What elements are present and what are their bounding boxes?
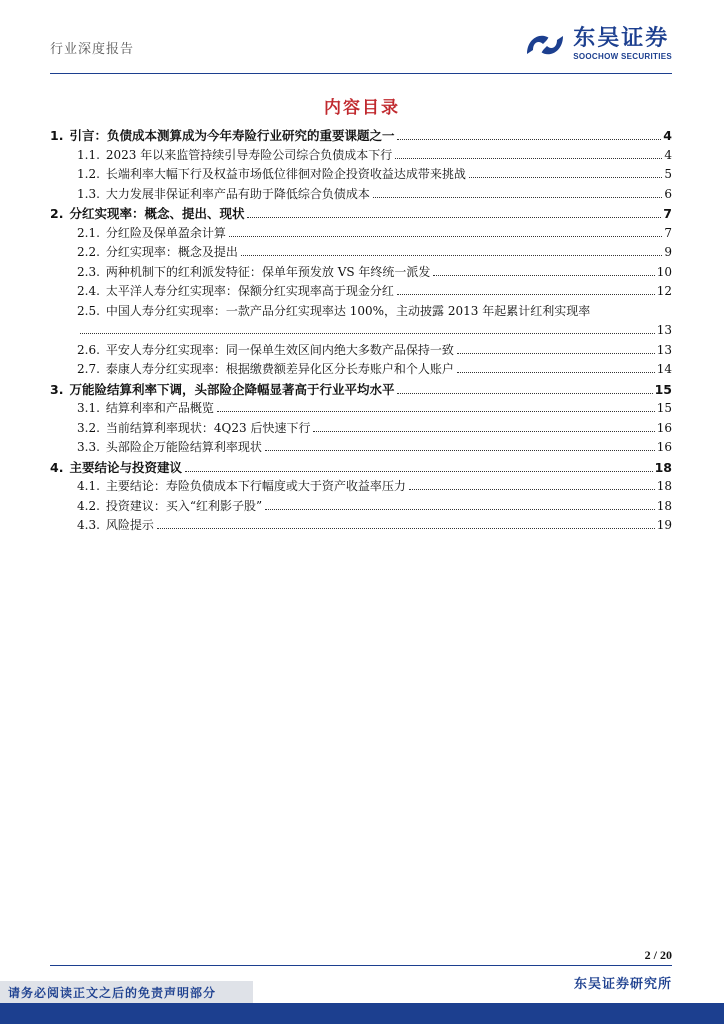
toc-entry-page: 10: [656, 264, 672, 279]
toc-entry-page: 7: [664, 225, 672, 240]
toc-entry-label: 投资建议：买入“红利影子股”: [105, 498, 263, 513]
toc-entry-number: 4.2.: [77, 498, 100, 513]
toc-entry-label: 当前结算利率现状：4Q23 后快速下行: [105, 420, 311, 435]
toc-entry-1-3[interactable]: [50, 185, 672, 205]
toc-entry-number: 4.1.: [77, 479, 100, 493]
toc-entry-page: 4: [664, 147, 672, 162]
dot-leader: [397, 294, 655, 295]
dot-leader: [80, 333, 655, 334]
toc-entry-label: 泰康人寿分红实现率：根据缴费额差异化区分长寿账户和个人账户: [105, 362, 454, 376]
toc-entry-number: 2.7.: [77, 362, 100, 376]
dot-leader: [373, 197, 662, 198]
toc-entry-4-3[interactable]: [50, 516, 672, 536]
toc-entry-label: 风险提示: [105, 518, 154, 532]
toc-entry-4-1[interactable]: [50, 477, 672, 497]
dot-leader: [157, 528, 655, 529]
toc-entry-number: 2.6.: [77, 342, 100, 357]
toc-entry-label: 主要结论与投资建议: [69, 459, 182, 475]
toc-entry-page: 6: [664, 186, 672, 201]
toc-entry-number: 3.2.: [77, 420, 100, 435]
toc-entry-number: 2.: [50, 206, 64, 221]
logo-chinese-name: 东吴证券: [573, 26, 670, 51]
toc-entry-page: 5: [664, 167, 672, 181]
toc-entry-2-6[interactable]: [50, 341, 672, 361]
toc-entry-number: 1.1.: [77, 147, 100, 162]
dot-leader: [229, 236, 662, 237]
soochow-logo-icon: [523, 28, 567, 62]
toc-entry-label: 2023 年以来监管持续引导寿险公司综合负债成本下行: [105, 147, 393, 162]
toc-entry-2-1[interactable]: [50, 224, 672, 244]
toc-entry-page: 7: [663, 206, 672, 221]
toc-entry-number: 3.1.: [77, 401, 100, 415]
toc-title: 内容目录: [324, 98, 400, 118]
toc-entry-page: 12: [656, 284, 672, 298]
dot-leader: [395, 158, 662, 159]
dot-leader: [409, 489, 655, 490]
toc-entry-2-2[interactable]: [50, 243, 672, 263]
toc-entry-number: 2.1.: [77, 225, 100, 240]
toc-entry-label: 两种机制下的红利派发特征：保单年预发放 VS 年终统一派发: [105, 264, 431, 279]
toc-entry-label: 分红实现率：概念及提出: [105, 245, 238, 259]
dot-leader: [457, 353, 655, 354]
toc-entry-4-2[interactable]: [50, 497, 672, 517]
dot-leader: [469, 177, 662, 178]
toc-entry-3[interactable]: [50, 380, 672, 400]
toc-entry-label: 结算利率和产品概览: [105, 401, 214, 415]
toc-entry-4[interactable]: [50, 458, 672, 478]
toc-entry-2-5[interactable]: [50, 302, 672, 322]
toc-entry-1[interactable]: [50, 126, 672, 146]
disclaimer-text: 请务必阅读正文之后的免责声明部分: [8, 986, 217, 1000]
dot-leader: [217, 411, 655, 412]
dot-leader: [313, 431, 654, 432]
toc-entry-page: 15: [656, 401, 672, 415]
toc-entry-page: 9: [664, 245, 672, 259]
toc-entry-number: 2.5.: [77, 303, 100, 318]
toc-entry-number: 2.2.: [77, 245, 100, 259]
toc-entry-label: 中国人寿分红实现率：一款产品分红实现率达 100%，主动披露 2013 年起累计红利实现率: [105, 303, 591, 318]
toc-entry-2-5-continuation[interactable]: [50, 321, 672, 341]
toc-entry-number: 2.3.: [77, 264, 100, 279]
toc-entry-page: 18: [656, 498, 672, 513]
toc-entry-number: 1.2.: [77, 167, 100, 181]
toc-entry-2-4[interactable]: [50, 282, 672, 302]
dot-leader: [457, 372, 655, 373]
toc-entry-page: 14: [656, 362, 672, 376]
toc-entry-label: 分红实现率：概念、提出、现状: [69, 206, 245, 221]
toc-entry-2-7[interactable]: [50, 360, 672, 380]
toc-entry-page: 4: [663, 128, 672, 143]
toc-entry-label: 太平洋人寿分红实现率：保额分红实现率高于现金分红: [105, 284, 394, 298]
toc-entry-3-3[interactable]: [50, 438, 672, 458]
logo-english-name: SOOCHOW SECURITIES: [573, 52, 672, 61]
toc-entry-page: 13: [656, 342, 672, 357]
toc-entry-number: 2.4.: [77, 284, 100, 298]
disclaimer-banner: [0, 981, 253, 1003]
toc-entry-number: 4.3.: [77, 518, 100, 532]
toc-entry-page: 16: [656, 440, 672, 454]
toc-entry-page: 18: [654, 459, 672, 475]
dot-leader: [397, 139, 661, 140]
toc-entry-number: 3.3.: [77, 440, 100, 454]
toc-entry-1-2[interactable]: [50, 165, 672, 185]
footer-color-bar: [0, 1003, 724, 1024]
toc-entry-number: 1.: [50, 128, 64, 143]
toc-entry-label: 引言：负债成本测算成为今年寿险行业研究的重要课题之一: [69, 128, 395, 143]
research-institute-label: 东吴证券研究所: [573, 977, 672, 992]
toc-entry-label: 万能险结算利率下调，头部险企降幅显著高于行业平均水平: [69, 381, 395, 397]
toc-entry-number: 3.: [50, 381, 64, 397]
toc-entry-page: 19: [656, 518, 672, 532]
report-type-label: 行业深度报告: [50, 42, 135, 57]
dot-leader: [265, 450, 655, 451]
toc-entry-label: 平安人寿分红实现率：同一保单生效区间内绝大多数产品保持一致: [105, 342, 454, 357]
dot-leader: [433, 275, 654, 276]
toc-entry-3-2[interactable]: [50, 419, 672, 439]
dot-leader: [241, 255, 662, 256]
toc-entry-page: 16: [656, 420, 672, 435]
footer-divider: [50, 965, 672, 966]
toc-entry-3-1[interactable]: [50, 399, 672, 419]
toc-entry-label: 大力发展非保证利率产品有助于降低综合负债成本: [105, 186, 370, 201]
toc-entry-number: 4.: [50, 459, 64, 475]
toc-entry-page: 15: [654, 381, 672, 397]
page-number: 2 / 20: [644, 948, 672, 962]
header-divider: [50, 73, 672, 74]
toc-entry-label: 长端利率大幅下行及权益市场低位徘徊对险企投资收益达成带来挑战: [105, 167, 466, 181]
toc-entry-2[interactable]: [50, 204, 672, 224]
dot-leader: [247, 217, 661, 218]
toc-entry-number: 1.3.: [77, 186, 100, 201]
company-logo: [523, 27, 672, 62]
toc-entry-label: 分红险及保单盈余计算: [105, 225, 226, 240]
dot-leader: [397, 393, 652, 394]
toc-entry-label: 头部险企万能险结算利率现状: [105, 440, 262, 454]
table-of-contents: [50, 126, 672, 536]
toc-entry-page: 18: [656, 479, 672, 493]
toc-entry-2-3[interactable]: [50, 263, 672, 283]
toc-entry-1-1[interactable]: [50, 146, 672, 166]
toc-entry-label: 主要结论：寿险负债成本下行幅度或大于资产收益率压力: [105, 479, 406, 493]
dot-leader: [185, 471, 653, 472]
dot-leader: [265, 509, 655, 510]
toc-entry-page: 13: [656, 323, 672, 337]
